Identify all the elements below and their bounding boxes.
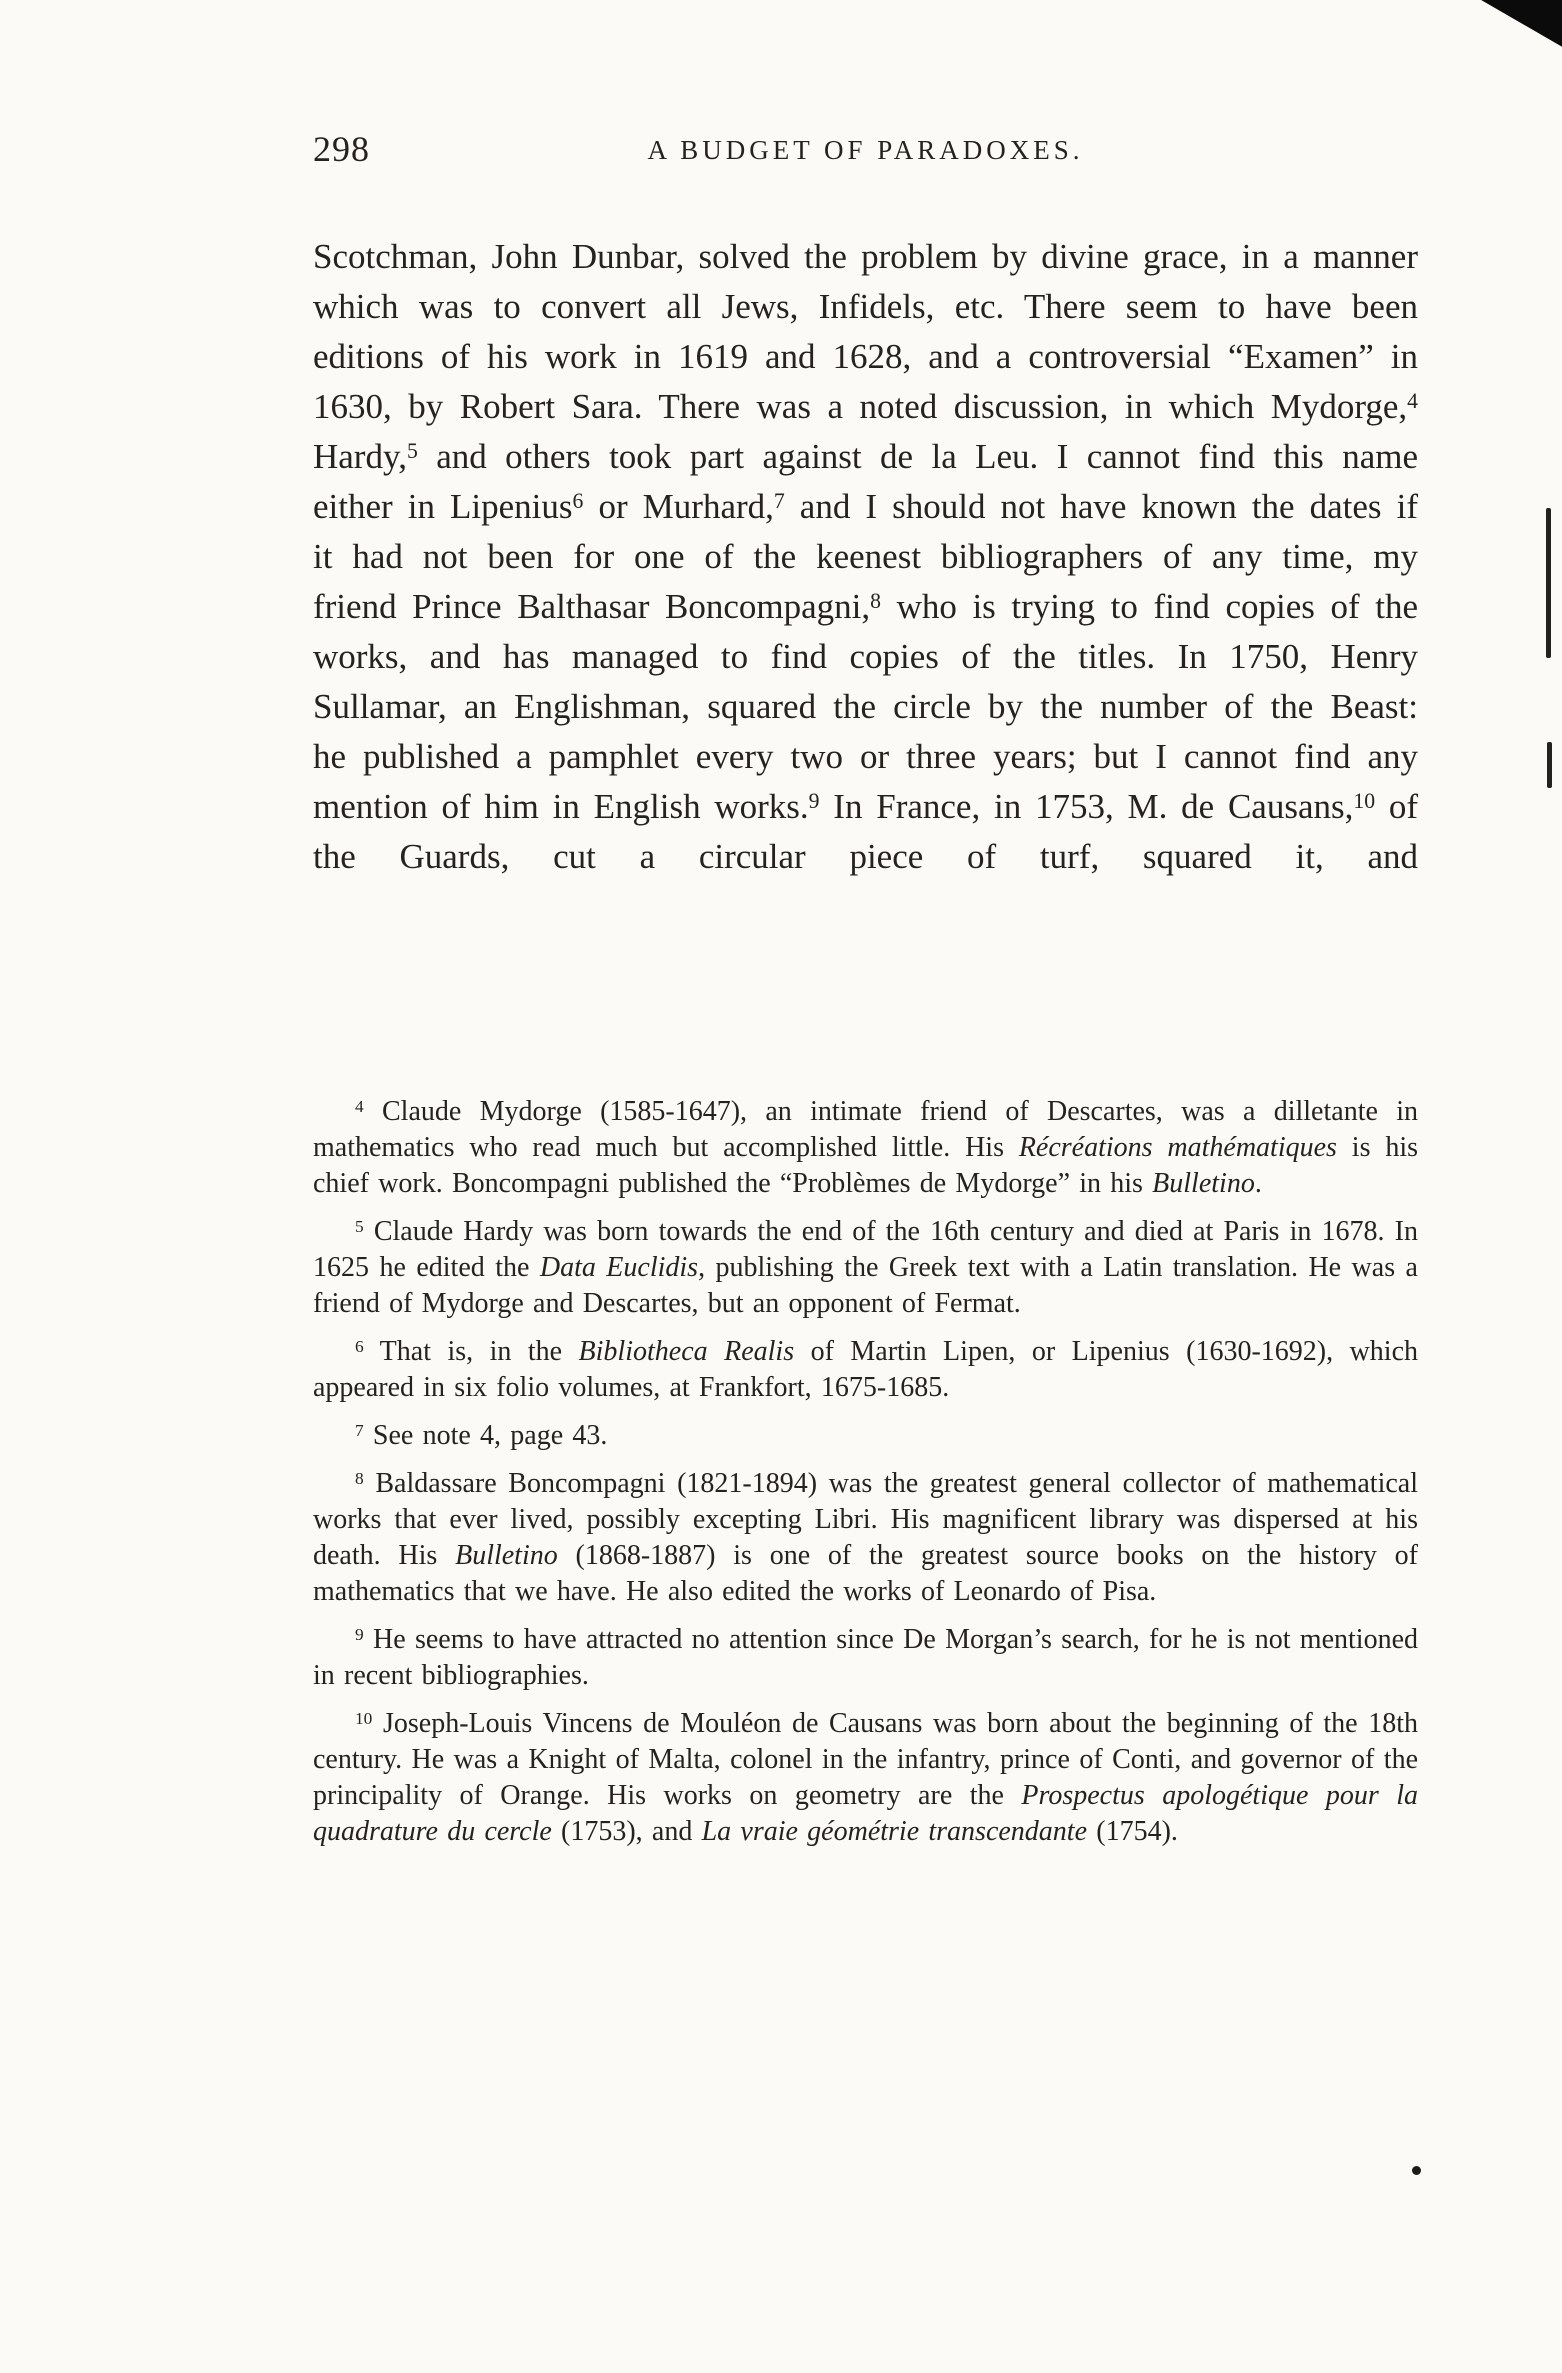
footnote-marker: 5 [355,1217,364,1237]
text-segment: Claude Hardy was born towards the end of the 16th century and died at Paris in 1678. In 1625 he edited the [313,1216,1418,1283]
text-segment: and others took part against de la Leu. I cannot find this name either in Lipenius [313,437,1418,526]
scan-edge-line-artifact [1547,742,1552,788]
running-title: A BUDGET OF PARADOXES. [647,135,1084,165]
footnote-marker: 6 [572,489,584,514]
text-segment: , publishing the Greek text with a Latin translation. He was a friend of Mydorge and Descartes, but an opponent of Fermat. [313,1252,1418,1319]
footnote-8 [313,1466,1418,1610]
scan-edge-line-artifact [1546,508,1551,658]
text-segment: who is trying to find copies of the works, and has managed to find copies of the titles. In 1750, Henry Sullamar, an Englishman, squared the circle by the number of the Beast: he published a pamphlet every two or three years; but I cannot find any mention of him in English works. [313,587,1419,826]
text-segment: He seems to have attracted no attention since De Morgan’s search, for he is not mentioned in recent bibliographies. [313,1624,1418,1691]
footnote-4 [313,1094,1418,1202]
text-segment: Joseph-Louis Vincens de Mouléon de Causans was born about the beginning of the 18th century. He was a Knight of Malta, colonel in the infantry, prince of Conti, and governor of the principality of Orange. His works on geometry are the [313,1708,1418,1811]
footnote-marker: 9 [808,789,820,814]
footnote-9 [313,1622,1418,1694]
footnote-marker: 8 [355,1469,364,1489]
text-segment: Hardy, [313,437,407,476]
footnotes-section [313,1094,1418,1862]
text-segment: (1868-1887) is one of the greatest source books on the history of mathematics that we have. He also edited the works of Leonardo of Pisa. [313,1540,1418,1607]
text-segment: . [1254,1168,1262,1199]
text-segment: In France, in 1753, M. de Causans, [819,787,1354,826]
footnote-marker: 8 [870,589,881,614]
text-segment: Scotchman, John Dunbar, solved the problem by divine grace, in a manner which was to convert all Jews, Infidels, etc. There seem to have been editions of his work in 1619 and 1628, and a controversial “Examen” in 1630, by Robert Sara. There was a noted discussion, in which Mydorge, [313,237,1418,426]
page-corner-fold-artifact [1476,0,1562,52]
text-segment: (1753), and [551,1816,702,1847]
text-segment: of the Guards, cut a circular piece of turf, squared it, and [313,787,1418,876]
text-segment: or Murhard, [583,487,774,526]
footnote-marker: 7 [355,1421,364,1441]
footnote-10 [313,1706,1418,1850]
italic-text: Data Euclidis [539,1252,699,1283]
footnote-marker: 10 [355,1709,373,1729]
text-segment: is his chief work. Boncompagni published the “Problèmes de Mydorge” in his [313,1132,1418,1199]
footnote-5 [313,1214,1418,1322]
footnote-marker: 6 [355,1337,364,1357]
footnote-marker: 4 [355,1097,364,1117]
footnote-6 [313,1334,1418,1406]
italic-text: Prospectus apologétique pour la quadrature du cercle [313,1780,1418,1847]
text-segment: Baldassare Boncompagni (1821-1894) was the greatest general collector of mathematical works that ever lived, possibly excepting Libri. His magnificent library was dispersed at his death. His [313,1468,1418,1571]
italic-text: Bibliotheca Realis [578,1336,795,1367]
ink-dot-artifact [1412,2166,1421,2175]
italic-text: Bulletino [1152,1168,1255,1199]
footnote-marker: 4 [1407,389,1418,414]
italic-text: Bulletino [455,1540,558,1571]
text-segment: That is, in the [363,1336,579,1367]
footnote-marker: 7 [773,489,785,514]
text-segment: of Martin Lipen, or Lipenius (1630-1692), which appeared in six folio volumes, at Frankfort, 1675-1685. [313,1336,1418,1403]
footnote-marker: 5 [406,439,418,464]
footnote-marker: 10 [1353,789,1376,814]
page-header [313,128,1418,169]
footnote-7 [313,1418,1418,1454]
text-segment: See note 4, page 43. [363,1420,608,1451]
text-segment: (1754). [1087,1816,1178,1847]
page-number: 298 [313,129,370,169]
italic-text: Récréations mathématiques [1018,1132,1337,1163]
footnote-marker: 9 [355,1625,364,1645]
text-segment: and I should not have known the dates if it had not been for one of the keenest bibliographers of any time, my friend Prince Balthasar Boncompagni, [313,487,1419,626]
text-segment: Claude Mydorge (1585-1647), an intimate friend of Descartes, was a dilletante in mathematics who read much but accomplished little. His [313,1096,1418,1163]
main-paragraph [313,232,1418,882]
italic-text: La vraie géométrie transcendante [701,1816,1088,1847]
